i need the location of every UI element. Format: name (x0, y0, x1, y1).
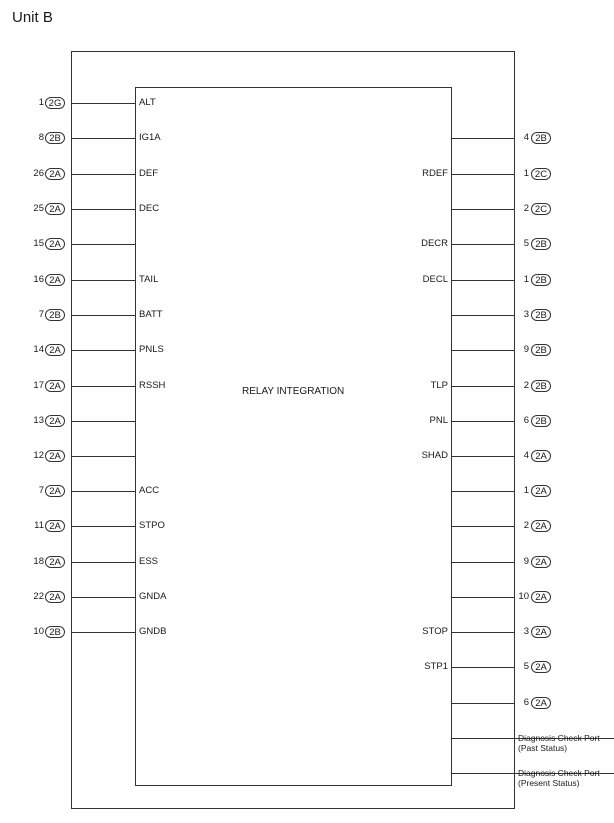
signal-label: ALT (139, 97, 156, 108)
connector-badge: 2A (45, 380, 65, 392)
pin-number: 1 (523, 274, 529, 285)
connector-badge: 2A (531, 556, 551, 568)
connector-badge: 2A (45, 238, 65, 250)
diagnosis-port-status: (Past Status) (518, 743, 568, 753)
wire (71, 491, 135, 492)
signal-label: RDEF (422, 168, 448, 179)
pin-number: 25 (33, 203, 44, 214)
connector-badge: 2A (45, 203, 65, 215)
connector-badge: 2B (531, 309, 551, 321)
signal-label: TAIL (139, 274, 159, 285)
signal-label: IG1A (139, 132, 161, 143)
pin-number: 5 (523, 661, 529, 672)
pin-number: 10 (518, 591, 529, 602)
wire (71, 562, 135, 563)
connector-badge: 2A (531, 697, 551, 709)
diagram-title: Unit B (12, 9, 53, 26)
connector-badge: 2B (531, 132, 551, 144)
wire (71, 597, 135, 598)
connector-badge: 2A (45, 274, 65, 286)
wire (71, 350, 135, 351)
connector-badge: 2B (45, 132, 65, 144)
connector-badge: 2A (45, 556, 65, 568)
signal-label: STP1 (424, 661, 448, 672)
wire (71, 244, 135, 245)
connector-badge: 2C (531, 168, 551, 180)
connector-badge: 2A (45, 450, 65, 462)
pin-number: 10 (33, 626, 44, 637)
signal-label: DEC (139, 203, 160, 214)
connector-badge: 2B (531, 415, 551, 427)
pin-number: 3 (523, 626, 529, 637)
pin-number: 2 (523, 520, 529, 531)
wire (71, 103, 135, 104)
connector-badge: 2A (45, 591, 65, 603)
connector-badge: 2A (45, 415, 65, 427)
pin-number: 4 (523, 132, 529, 143)
connector-badge: 2A (45, 485, 65, 497)
connector-badge: 2B (531, 380, 551, 392)
signal-label: PNL (429, 415, 448, 426)
signal-label: STOP (422, 626, 448, 637)
pin-number: 12 (33, 450, 44, 461)
wire (71, 138, 135, 139)
pin-number: 7 (38, 485, 44, 496)
connector-badge: 2A (531, 485, 551, 497)
pin-number: 2 (523, 203, 529, 214)
signal-label: GNDB (139, 626, 167, 637)
connector-badge: 2A (531, 520, 551, 532)
connector-badge: 2C (531, 203, 551, 215)
signal-label: TLP (430, 380, 448, 391)
connector-badge: 2B (531, 274, 551, 286)
wire (71, 632, 135, 633)
pin-number: 8 (38, 132, 44, 143)
wire (71, 174, 135, 175)
pin-number: 18 (33, 556, 44, 567)
pin-number: 1 (523, 168, 529, 179)
wire (71, 386, 135, 387)
connector-badge: 2B (531, 344, 551, 356)
signal-label: SHAD (421, 450, 448, 461)
diagnosis-port-status: (Present Status) (518, 778, 580, 788)
wire (71, 526, 135, 527)
pin-number: 7 (38, 309, 44, 320)
connector-badge: 2A (45, 344, 65, 356)
connector-badge: 2A (45, 168, 65, 180)
connector-badge: 2B (531, 238, 551, 250)
pin-number: 13 (33, 415, 44, 426)
pin-number: 1 (38, 97, 44, 108)
relay-integration-box (135, 87, 452, 786)
diagnosis-port-label (518, 768, 614, 788)
diagnosis-port-name: Diagnosis Check Port (518, 768, 600, 778)
wire (71, 315, 135, 316)
signal-label: BATT (139, 309, 163, 320)
connector-badge: 2G (45, 97, 65, 109)
pin-number: 16 (33, 274, 44, 285)
diagnosis-port-label (518, 733, 614, 753)
pin-number: 15 (33, 238, 44, 249)
pin-number: 11 (34, 520, 44, 531)
wire (71, 421, 135, 422)
pin-number: 14 (33, 344, 44, 355)
wire (71, 456, 135, 457)
pin-number: 4 (523, 450, 529, 461)
pin-number: 6 (523, 697, 529, 708)
pin-number: 3 (523, 309, 529, 320)
pin-number: 22 (33, 591, 44, 602)
signal-label: PNLS (139, 344, 164, 355)
component-label: RELAY INTEGRATION (242, 386, 345, 397)
diagnosis-port-name: Diagnosis Check Port (518, 733, 600, 743)
connector-badge: 2A (531, 591, 551, 603)
signal-label: DECR (421, 238, 448, 249)
connector-badge: 2B (45, 626, 65, 638)
wire (71, 209, 135, 210)
pin-number: 6 (523, 415, 529, 426)
signal-label: RSSH (139, 380, 166, 391)
pin-number: 26 (33, 168, 44, 179)
connector-badge: 2B (45, 309, 65, 321)
pin-number: 2 (523, 380, 529, 391)
signal-label: STPO (139, 520, 165, 531)
pin-number: 1 (523, 485, 529, 496)
signal-label: DEF (139, 168, 158, 179)
pin-number: 5 (523, 238, 529, 249)
pin-number: 9 (523, 556, 529, 567)
wire (71, 280, 135, 281)
connector-badge: 2A (45, 520, 65, 532)
pin-number: 17 (33, 380, 44, 391)
connector-badge: 2A (531, 626, 551, 638)
connector-badge: 2A (531, 450, 551, 462)
signal-label: DECL (422, 274, 448, 285)
signal-label: ESS (139, 556, 159, 567)
connector-badge: 2A (531, 661, 551, 673)
signal-label: ACC (139, 485, 160, 496)
pin-number: 9 (523, 344, 529, 355)
signal-label: GNDA (139, 591, 167, 602)
